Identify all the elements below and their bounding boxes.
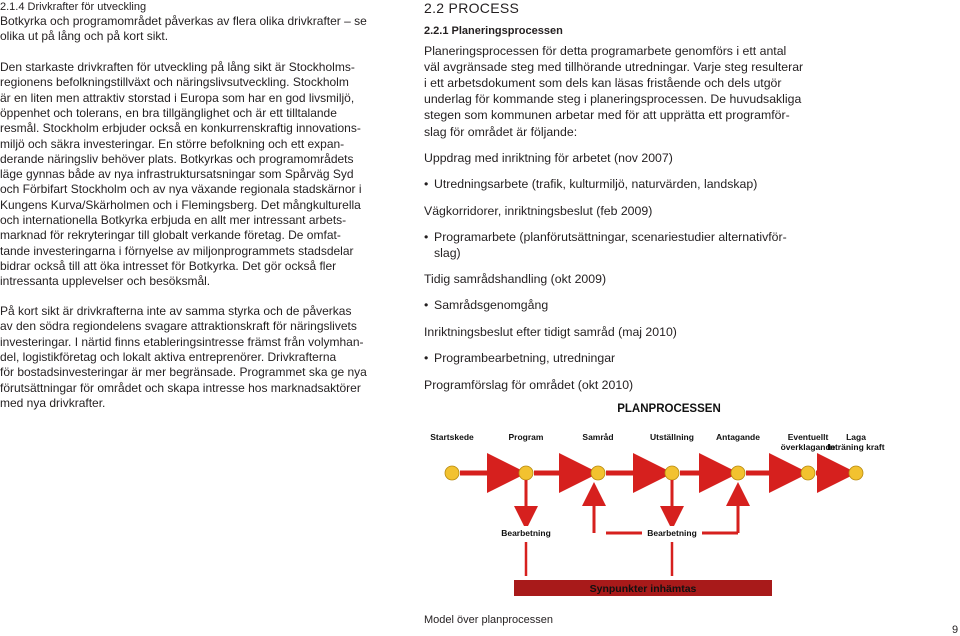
stage-label: Eventuellt överklagande bbox=[780, 432, 836, 452]
feedback-bar-label: Synpunkter inhämtas bbox=[589, 583, 697, 595]
work-label: Bearbetning bbox=[647, 528, 697, 538]
intro-line: stegen som kommunen arbetar med för att upprätta ett programför- bbox=[424, 108, 790, 123]
step-label: Vägkorridorer, inriktningsbeslut (feb 2009) bbox=[424, 204, 653, 218]
intro-line: underlag för kommande steg i planeringsprocessen. De huvudsakliga bbox=[424, 92, 802, 107]
planprocess-diagram bbox=[416, 396, 885, 608]
subsection-title: 2.2.1 Planeringsprocessen bbox=[424, 25, 563, 37]
stage-label: Program bbox=[508, 432, 544, 442]
body-line: del, logistikföretag och lokalt aktiva entreprenörer. Drivkrafterna bbox=[0, 349, 337, 364]
body-line: resmål. Stockholm erbjuder också en konkurrenskraftig innovations- bbox=[0, 121, 361, 136]
intro-line: Planeringsprocessen för detta programarbete genomförs i ett antal bbox=[424, 44, 787, 58]
step-label: Inriktningsbeslut efter tidigt samråd (maj 2010) bbox=[424, 325, 677, 339]
work-label: Bearbetning bbox=[501, 528, 551, 538]
stage-dot bbox=[665, 466, 679, 480]
stage-label: Antagande bbox=[716, 432, 760, 442]
body-line: med nya drivkrafter. bbox=[0, 395, 106, 410]
stage-label: Laga Inträning kraft bbox=[827, 432, 885, 452]
section-title-process: 2.2 PROCESS bbox=[424, 0, 520, 16]
intro-line: i ett arbetsdokument som dels kan läsas fristående och dels utgör bbox=[424, 76, 782, 91]
body-line: läge gynnas både av nya infrastruktursatsningar som Spårväg Syd bbox=[0, 167, 354, 182]
body-line: Kungens Kurva/Skärholmen och i Flemingsberg. Det mångkulturella bbox=[0, 197, 361, 212]
section-heading-drivkrafter: 2.1.4 Drivkrafter för utveckling bbox=[0, 1, 147, 13]
step-label: Uppdrag med inriktning för arbetet (nov 2007) bbox=[424, 151, 673, 165]
step-label: Tidig samrådshandling (okt 2009) bbox=[424, 272, 607, 286]
work-row bbox=[496, 480, 738, 576]
body-line: marknad för rekryteringar till globalt verkande företag. De omfat- bbox=[0, 228, 341, 243]
body-line: På kort sikt är drivkrafterna inte av samma styrka och de påverkas bbox=[0, 304, 352, 318]
stage-label: Startskede bbox=[430, 432, 474, 442]
intro-line: slag för området är följande: bbox=[424, 124, 578, 139]
body-line: Den starkaste drivkraften för utveckling på lång sikt är Stockholms- bbox=[0, 60, 355, 74]
step-bullet: • Utredningsarbete (trafik, kulturmiljö, naturvärden, landskap) bbox=[424, 176, 794, 192]
stage-labels bbox=[430, 432, 884, 452]
stage-dot bbox=[731, 466, 745, 480]
diagram-title: PLANPROCESSEN bbox=[617, 403, 721, 415]
stage-dot bbox=[849, 466, 863, 480]
body-line: öppenhet och tolerans, en bra tillgänglighet och är ett tilltalande bbox=[0, 105, 337, 120]
step-label: Programförslag för området (okt 2010) bbox=[424, 378, 634, 392]
body-line: för bostadsinvesteringar är mer begränsade. Programmet ska ge nya bbox=[0, 365, 367, 380]
step-bullet: • Programarbete (planförutsättningar, scenariestudier alternativför-slag) bbox=[424, 229, 794, 262]
body-line: och Förbifart Stockholm och av nya växande regionala stadskärnor i bbox=[0, 182, 362, 197]
intro-line: väl avgränsade steg med tillhörande utredningar. Varje steg resulterar bbox=[424, 60, 804, 75]
step-bullet: • Programbearbetning, utredningar bbox=[424, 350, 794, 366]
page-number: 9 bbox=[952, 624, 959, 636]
stage-label: Utställning bbox=[650, 432, 694, 442]
body-line: miljö och säkra investeringar. En större befolkning och ett expan- bbox=[0, 136, 345, 151]
stage-row bbox=[445, 466, 863, 480]
body-line: är en liten men attraktiv storstad i Europa som har en god livsmiljö, bbox=[0, 90, 355, 105]
body-line: bidrar också till att öka intresset för Botkyrka. Det gör också fler bbox=[0, 258, 337, 273]
body-line: investeringar. I närtid finns etableringsintresse främst från volymhan- bbox=[0, 334, 364, 349]
body-line: derande näringsliv behöver plats. Botkyrkas och programområdets bbox=[0, 151, 354, 166]
body-line: tande investeringarna i förnyelse av miljonprogrammets stadsdelar bbox=[0, 243, 354, 258]
stage-dot bbox=[445, 466, 459, 480]
stage-label: Samråd bbox=[582, 432, 614, 442]
stage-dot bbox=[591, 466, 605, 480]
body-line: av den södra regiondelens svagare attraktionskraft för näringslivets bbox=[0, 319, 357, 334]
body-line: regionens befolkningstillväxt och näringslivsutveckling. Stockholm bbox=[0, 75, 349, 90]
stage-dot bbox=[801, 466, 815, 480]
body-line: intressanta upplevelser och besöksmål. bbox=[0, 274, 211, 289]
intro-paragraph: Botkyrka och programområdet påverkas av flera olika drivkrafter – se olika ut på lång och på kort sikt. bbox=[0, 14, 367, 43]
body-line: och internationella Botkyrka erbjuda en allt mer intressant arbets- bbox=[0, 213, 347, 227]
body-line: förutsättningar för området och skapa intresse hos marknadsaktörer bbox=[0, 380, 361, 395]
diagram-caption: Model över planprocessen bbox=[424, 614, 554, 626]
stage-dot bbox=[519, 466, 533, 480]
step-bullet: • Samrådsgenomgång bbox=[424, 297, 794, 313]
